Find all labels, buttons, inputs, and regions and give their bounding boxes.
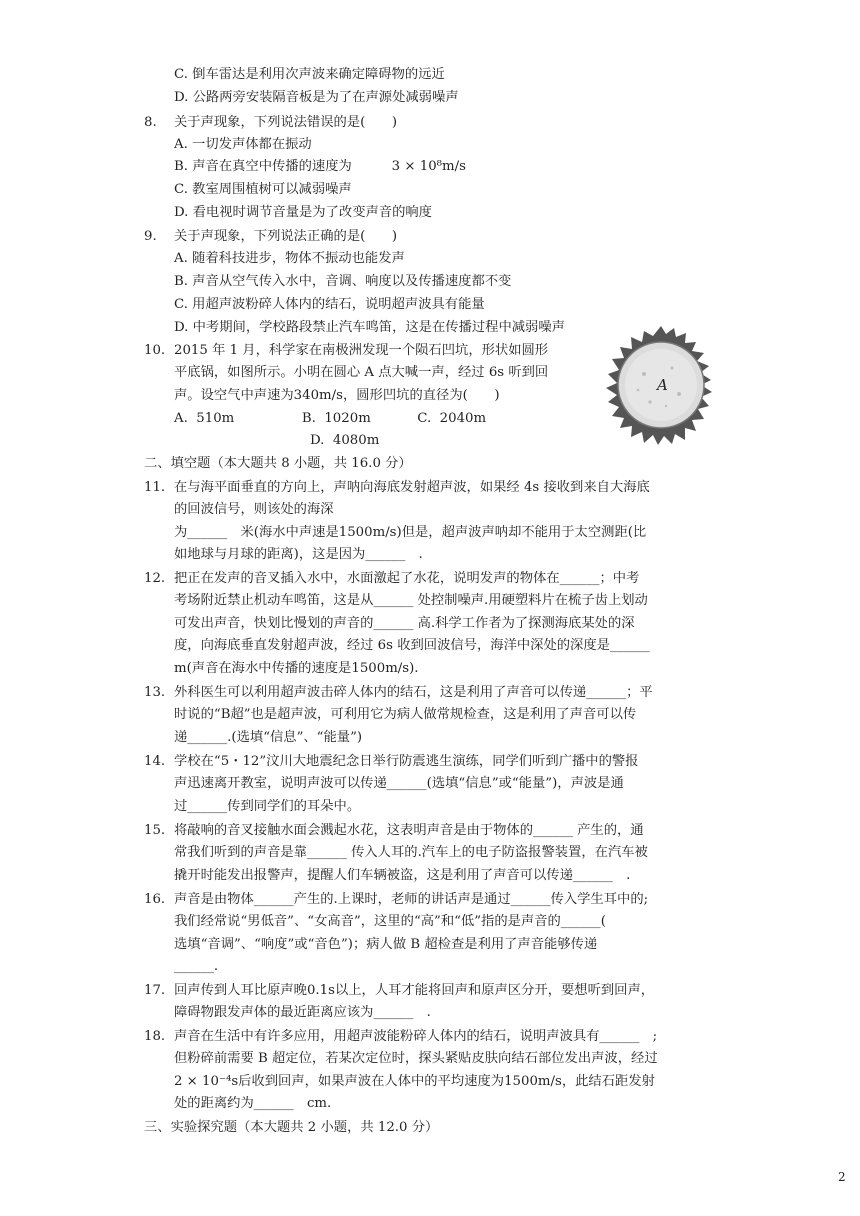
question-12-line-4: 度，向海底垂直发射超声波，经过 6s 收到回波信号，海洋中深处的深度是______ [174, 638, 650, 653]
q10-option-d: D. 4080m [310, 433, 380, 448]
question-14-line-1: 学校在“5・12”汶川大地震纪念日举行防震逃生演练，同学们听到广播中的警报 [174, 754, 639, 769]
question-14-line-2: 声迅速离开教室，说明声波可以传递______(选填“信息”或“能量”)，声波是通 [174, 776, 624, 791]
question-number: 18. [144, 1029, 166, 1044]
question-10-stem-2: 平底锅，如图所示。小明在圆心 A 点大喊一声，经过 6s 听到回 [174, 365, 549, 380]
question-11-line-3: 为______ 米(海水中声速是1500m/s)但是，超声波声呐却不能用于太空测距(比 [174, 525, 647, 540]
question-9-stem: 关于声现象，下列说法正确的是( ) [174, 229, 398, 244]
question-number: 8. [144, 115, 157, 130]
question-10-stem-1: 2015 年 1 月，科学家在南极洲发现一个陨石凹坑，形状如圆形 [174, 343, 549, 358]
question-number: 13. [144, 685, 166, 700]
question-16-line-4: ______. [174, 959, 219, 974]
question-number: 15. [144, 823, 166, 838]
question-13-line-1: 外科医生可以利用超声波击碎人体内的结石，这是利用了声音可以传递______；平 [174, 685, 653, 700]
question-12-line-2: 考场附近禁止机动车鸣笛，这是从______ 处控制噪声.用硬塑料片在梳子齿上划动 [174, 593, 648, 608]
section-heading-fill-in: 二、填空题（本大题共 8 小题，共 16.0 分） [144, 456, 412, 471]
q9-option-d: D. 中考期间，学校路段禁止汽车鸣笛，这是在传播过程中减弱噪声 [174, 320, 565, 335]
question-number: 16. [144, 892, 166, 907]
question-14-line-3: 过______传到同学们的耳朵中。 [174, 799, 361, 814]
question-12-line-3: 可发出声音，快划比慢划的声音的______ 高.科学工作者为了探测海底某处的深 [174, 616, 635, 631]
q9-option-c: C. 用超声波粉碎人体内的结石，说明超声波具有能量 [174, 297, 485, 312]
q8-option-c: C. 教室周围植树可以减弱噪声 [174, 182, 352, 197]
question-17-line-2: 障碍物跟发声体的最近距离应该为______ . [174, 1005, 431, 1020]
question-number: 11. [144, 480, 166, 495]
question-number: 10. [144, 343, 166, 358]
q7-option-c: C. 倒车雷达是利用次声波来确定障碍物的远近 [174, 67, 445, 82]
question-12-line-1: 把正在发声的音叉插入水中，水面激起了水花，说明发声的物体在______；中考 [174, 571, 640, 586]
q8-option-a: A. 一切发声体都在振动 [174, 137, 312, 152]
question-11-line-2: 的回波信号，则该处的海深 [174, 502, 334, 517]
question-15-line-1: 将敲响的音叉接触水面会溅起水花，这表明声音是由于物体的______ 产生的，通 [174, 823, 644, 838]
question-13-line-2: 时说的“B超”也是超声波，可利用它为病人做常规检查，这是利用了声音可以传 [174, 707, 637, 722]
q8-option-d: D. 看电视时调节音量是为了改变声音的响度 [174, 205, 432, 220]
question-18-line-3: 2 × 10⁻⁴s后收到回声，如果声波在人体中的平均速度为1500m/s，此结石距发射 [174, 1074, 655, 1089]
question-18-line-4: 处的距离约为______ cm. [174, 1096, 332, 1111]
question-16-line-3: 选填“音调”、“响度”或“音色”)；病人做 B 超检查是利用了声音能够传递 [174, 937, 598, 952]
question-8-stem: 关于声现象，下列说法错误的是( ) [174, 115, 398, 130]
q9-option-a: A. 随着科技进步，物体不振动也能发声 [174, 251, 405, 266]
question-18-line-2: 但粉碎前需要 B 超定位，若某次定位时，探头紧贴皮肤向结石部位发出声波，经过 [174, 1051, 658, 1066]
question-16-line-2: 我们经常说“男低音”、“女高音”，这里的“高”和“低”指的是声音的______( [174, 914, 606, 929]
question-17-line-1: 回声传到人耳比原声晚0.1s以上，人耳才能将回声和原声区分开，要想听到回声， [174, 983, 655, 998]
q8-option-b: B. 声音在真空中传播的速度为 3 × 10⁸m/s [174, 159, 466, 174]
section-heading-experiment: 三、实验探究题（本大题共 2 小题，共 12.0 分） [144, 1120, 439, 1135]
question-11-line-4: 如地球与月球的距离)，这是因为______ . [174, 547, 423, 562]
question-18-line-1: 声音在生活中有许多应用，用超声波能粉碎人体内的结石，说明声波具有______ ; [174, 1029, 658, 1044]
question-11-line-1: 在与海平面垂直的方向上，声呐向海底发射超声波，如果经 4s 接收到来自大海底 [174, 480, 650, 495]
page-number: 2 [838, 1170, 846, 1184]
crater-center-label: A [657, 376, 668, 394]
question-number: 14. [144, 754, 166, 769]
question-15-line-2: 常我们听到的声音是靠______ 传入人耳的.汽车上的电子防盗报警装置，在汽车被 [174, 845, 648, 860]
question-10-stem-3: 声。设空气中声速为340m/s，圆形凹坑的直径为( ) [174, 388, 500, 403]
question-number: 9. [144, 229, 157, 244]
question-number: 12. [144, 571, 166, 586]
q10-options-abc: A. 510m B. 1020m C. 2040m [174, 411, 487, 426]
question-12-line-5: m(声音在海水中传播的速度是1500m/s). [174, 661, 419, 676]
q7-option-d: D. 公路两旁安装隔音板是为了在声源处减弱噪声 [174, 90, 459, 105]
question-number: 17. [144, 983, 166, 998]
q9-option-b: B. 声音从空气传入水中，音调、响度以及传播速度都不变 [174, 274, 512, 289]
crater-figure [600, 324, 722, 446]
question-16-line-1: 声音是由物体______产生的.上课时，老师的讲话声是通过______传入学生耳中的; [174, 892, 649, 907]
question-13-line-3: 递______.(选填“信息”、“能量”) [174, 730, 363, 745]
question-15-line-3: 撬开时能发出报警声，提醒人们车辆被盗，这是利用了声音可以传递______ . [174, 868, 631, 883]
